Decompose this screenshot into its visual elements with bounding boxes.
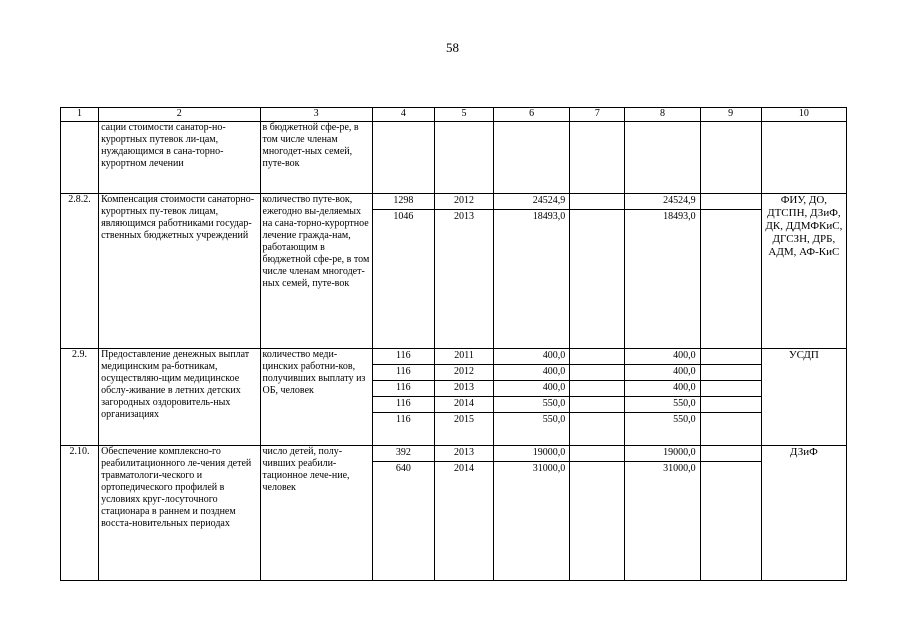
value-col7 (570, 210, 624, 225)
program-table (60, 107, 847, 581)
value-col9 (701, 381, 761, 397)
value-count: 116 (373, 365, 434, 381)
value-total: 400,0 (494, 365, 569, 381)
indicator-text: число детей, полу-чивших реабили-тационное лече-ние, человек (260, 446, 372, 581)
value-budget: 31000,0 (663, 463, 696, 474)
value-col9 (701, 194, 761, 210)
measure-name: Компенсация стоимости санаторно-курортных пу-тевок лицам, являющимся работниками государ-ственных бюджетных учреждений (99, 194, 260, 349)
value-year: 2015 (454, 414, 474, 425)
table-row (61, 122, 847, 194)
value-year: 2012 (435, 194, 493, 210)
value-col7 (570, 413, 624, 428)
value-year-cell (434, 194, 493, 349)
value-year: 2013 (435, 446, 493, 462)
table-row (61, 194, 847, 349)
value-total-cell (494, 446, 570, 581)
value-budget: 400,0 (625, 365, 699, 381)
value-budget-cell (625, 194, 700, 349)
value-count: 1046 (393, 211, 414, 222)
value-year-cell (434, 446, 493, 581)
value-col7-cell (570, 122, 625, 194)
value-budget: 19000,0 (625, 446, 699, 462)
value-budget: 400,0 (625, 381, 699, 397)
value-col9-cell (700, 194, 761, 349)
value-budget: 550,0 (625, 397, 699, 413)
value-year: 2013 (435, 381, 493, 397)
value-budget: 400,0 (625, 349, 699, 365)
value-count: 640 (395, 463, 411, 474)
value-budget-cell (625, 122, 700, 194)
header-cell: 6 (494, 108, 570, 122)
executor: ФИУ, ДО, ДТСПН, ДЗиФ, ДК, ДДМФКиС, ДГСЗН, ДРБ, АДМ, АФ-КиС (761, 194, 846, 349)
value-count-cell (372, 194, 434, 349)
indicator-text: в бюджетной сфе-ре, в том числе членам многодет-ных семей, путе-вок (260, 122, 372, 194)
page-number: 58 (446, 40, 459, 55)
value-total: 19000,0 (494, 446, 569, 462)
value-total: 550,0 (494, 397, 569, 413)
value-col7 (570, 381, 624, 397)
header-cell: 7 (570, 108, 625, 122)
value-budget: 18493,0 (663, 211, 696, 222)
value-col9 (701, 349, 761, 365)
measure-name: Предоставление денежных выплат медицинским ра-ботникам, осуществляю-щим медицинское обслу-живание в летних детских загородных оздоровитель-ных организациях (99, 349, 260, 446)
indicator-text: количество путе-вок, ежегодно вы-деляемых на сана-торно-курортное лечение гражда-нам, работающим в бюджетной сфе-ре, в том числе членам многодет-ных семей, путе-вок (260, 194, 372, 349)
header-cell: 3 (260, 108, 372, 122)
value-col7-cell (570, 349, 625, 446)
value-budget: 550,0 (673, 414, 696, 425)
measure-name: сации стоимости санатор-но-курортных путевок ли-цам, нуждающимся в сана-торно-курортном лечении (99, 122, 260, 194)
row-number: 2.9. (61, 349, 99, 446)
executor (761, 122, 846, 194)
value-count: 116 (373, 349, 434, 365)
header-cell: 10 (761, 108, 846, 122)
value-count: 116 (373, 381, 434, 397)
value-col9-cell (700, 122, 761, 194)
value-col7-cell (570, 446, 625, 581)
measure-name: Обеспечение комплексно-го реабилитационного ле-чения детей травматологи-ческого и ортопедического профилей в условиях круг-лосуточного стационара в раннем и позднем восста-новительных периодах (99, 446, 260, 581)
value-budget: 24524,9 (625, 194, 699, 210)
value-count-cell (372, 122, 434, 194)
header-row (61, 108, 847, 122)
value-col9 (701, 462, 761, 477)
executor: ДЗиФ (761, 446, 846, 581)
value-count: 116 (396, 414, 411, 425)
value-total: 24524,9 (494, 194, 569, 210)
value-year: 2012 (435, 365, 493, 381)
value-col9 (701, 210, 761, 225)
value-total: 400,0 (494, 349, 569, 365)
row-number: 2.10. (61, 446, 99, 581)
table-row (61, 446, 847, 581)
value-year: 2014 (454, 463, 474, 474)
value-count-cell (372, 349, 434, 446)
value-col7 (570, 365, 624, 381)
header-cell: 5 (434, 108, 493, 122)
value-col7 (570, 462, 624, 477)
value-col9-cell (700, 446, 761, 581)
header-cell: 1 (61, 108, 99, 122)
header-cell: 2 (99, 108, 260, 122)
value-count: 1298 (373, 194, 434, 210)
value-total: 18493,0 (532, 211, 566, 222)
value-total: 400,0 (494, 381, 569, 397)
value-col7 (570, 446, 624, 462)
value-col9 (701, 446, 761, 462)
value-col9 (701, 365, 761, 381)
indicator-text: количество меди-цинских работни-ков, получивших выплату из ОБ, человек (260, 349, 372, 446)
value-col7-cell (570, 194, 625, 349)
row-number: 2.8.2. (61, 194, 99, 349)
value-year-cell (434, 122, 493, 194)
row-number (61, 122, 99, 194)
value-col7 (570, 397, 624, 413)
value-col7 (570, 349, 624, 365)
value-year: 2014 (435, 397, 493, 413)
value-count: 392 (373, 446, 434, 462)
value-budget-cell (625, 446, 700, 581)
value-year: 2011 (435, 349, 493, 365)
header-cell: 4 (372, 108, 434, 122)
value-count: 116 (373, 397, 434, 413)
table-row (61, 349, 847, 446)
value-total-cell (494, 349, 570, 446)
value-total-cell (494, 194, 570, 349)
executor: УСДП (761, 349, 846, 446)
header-cell: 9 (700, 108, 761, 122)
value-count-cell (372, 446, 434, 581)
value-col9 (701, 397, 761, 413)
value-year-cell (434, 349, 493, 446)
value-col9 (701, 413, 761, 428)
value-total: 31000,0 (532, 463, 566, 474)
value-col7 (570, 194, 624, 210)
value-budget-cell (625, 349, 700, 446)
header-cell: 8 (625, 108, 700, 122)
value-total-cell (494, 122, 570, 194)
value-col9-cell (700, 349, 761, 446)
value-year: 2013 (454, 211, 474, 222)
value-total: 550,0 (542, 414, 566, 425)
